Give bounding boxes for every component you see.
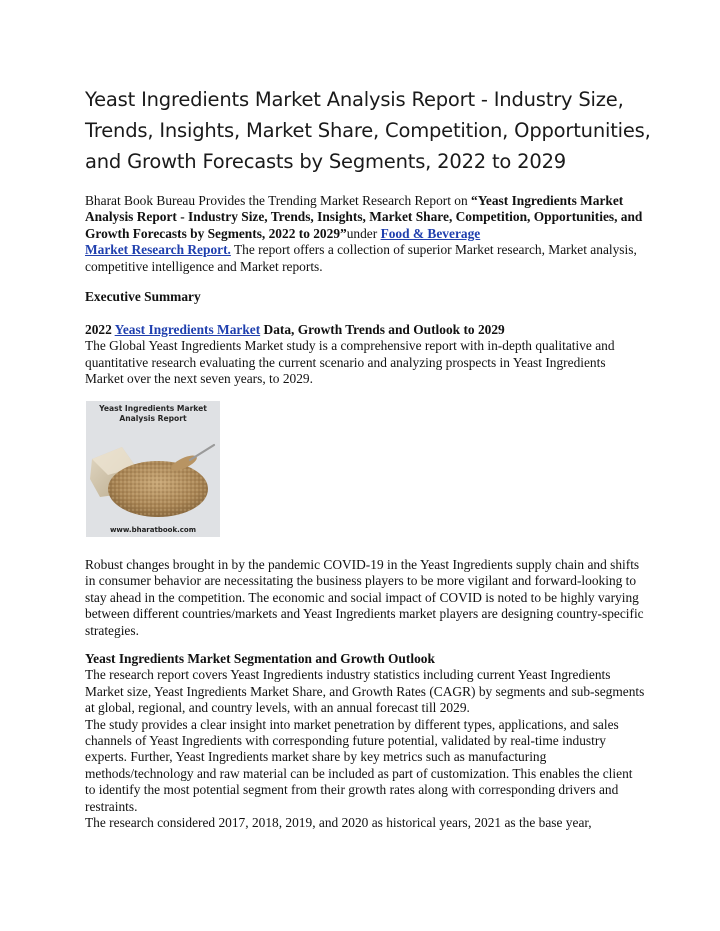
intro-suffix: The report offers a collection of superior Market research, Market analysis, competitive intelligence and Market reports.: [85, 242, 637, 274]
report-cover-url: www.bharatbook.com: [109, 526, 197, 534]
page-title: Yeast Ingredients Market Analysis Report - Industry Size, Trends, Insights, Market Share, Competition, Opportunities, and Growth Forecasts by Segments, 2022 to 2029: [85, 88, 651, 173]
section-market-data: [85, 322, 645, 388]
intro-paragraph: [85, 193, 645, 275]
section-segmentation-heading: Yeast Ingredients Market Segmentation and Growth Outlook: [85, 651, 435, 666]
covid-impact-paragraph: Robust changes brought in by the pandemic COVID-19 in the Yeast Ingredients supply chain and shifts in consumer behavior are necessitating the business players to be more vigilant and forward-looking to stay ahead in the competition. The economic and social impact of COVID is noted to be highly varying between different countries/markets and Yeast Ingredients market players are designing country-specific strategies.: [85, 557, 644, 638]
intro-prefix: Bharat Book Bureau Provides the Trending Market Research Report on: [85, 193, 472, 208]
section-market-data-body: The Global Yeast Ingredients Market study is a comprehensive report with in-depth qualitative and quantitative research evaluating the current scenario and analyzing prospects in Yeast Ingredients Market over the next seven years, to 2029.: [85, 338, 615, 387]
food-beverage-link[interactable]: Food & Beverage: [380, 225, 481, 241]
market-research-report-link[interactable]: Market Research Report.: [85, 242, 231, 258]
intro-under: under: [346, 225, 381, 241]
intro-report-name: “Yeast Ingredients Market Analysis Report - Industry Size, Trends, Insights, Market Share, Competition, Opportunities, and Growth Forecasts by Segments, 2022 to 2029”: [85, 193, 643, 241]
section-market-data-heading: 2022 Yeast Ingredients Market Data, Growth Trends and Outlook to 2029: [85, 322, 505, 337]
yeast-photo-graphic: [86, 423, 220, 525]
section-segmentation: [85, 651, 645, 831]
report-cover-image: [86, 401, 220, 537]
segmentation-paragraph-3: The research considered 2017, 2018, 2019, and 2020 as historical years, 2021 as the base year,: [85, 815, 592, 831]
segmentation-paragraph-2: The study provides a clear insight into market penetration by different types, applications, and sales channels of Yeast Ingredients with corresponding future potential, validated by real-time industry experts. Further, Yeast Ingredients market share by key metrics such as manufacturing methods/technology and raw material can be included as part of customization. This enables the client to identify the most potential segment from their growth rates along with corresponding drivers and restraints.: [85, 716, 633, 814]
segmentation-paragraph-1: The research report covers Yeast Ingredients industry statistics including current Yeast Ingredients Market size, Yeast Ingredients Market Share, and Growth Rates (CAGR) by segments and sub-segments at global, regional, and country levels, with an annual forecast till 2029.: [85, 667, 645, 716]
report-cover-title: Yeast Ingredients Market Analysis Report: [99, 404, 207, 423]
executive-summary-heading: Executive Summary: [85, 289, 201, 304]
yeast-ingredients-market-link[interactable]: Yeast Ingredients Market: [114, 322, 261, 337]
